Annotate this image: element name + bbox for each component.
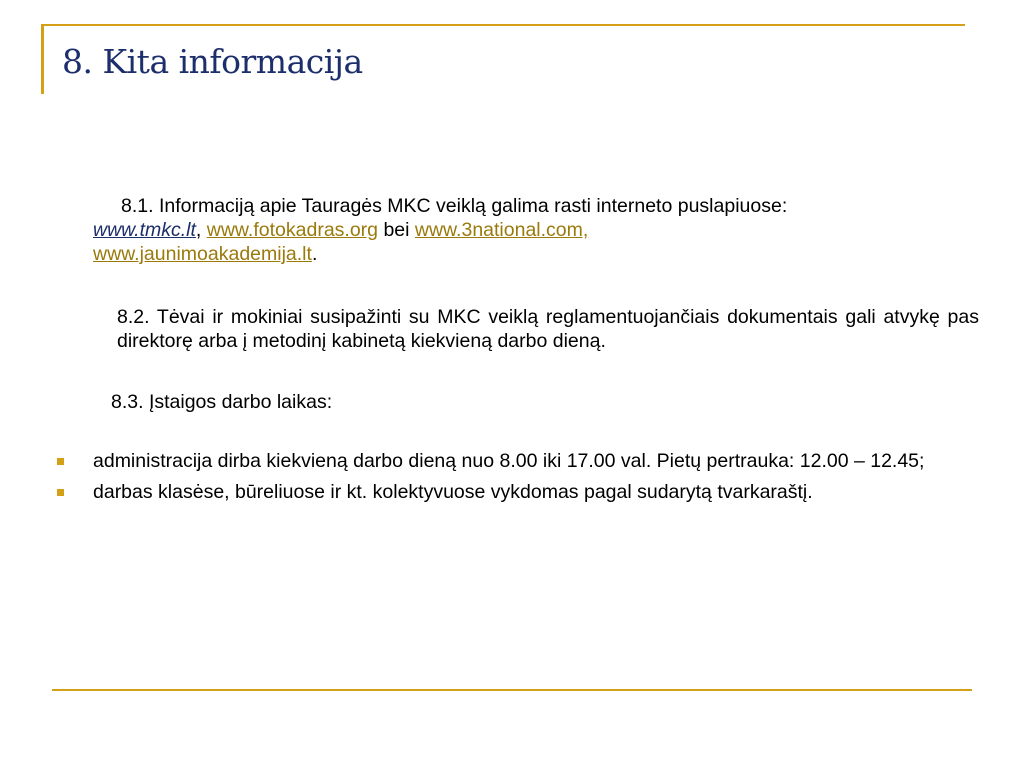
link-3national[interactable]: www.3national.com,: [414, 219, 589, 241]
paragraph-8-1-end: .: [311, 243, 318, 265]
square-bullet-icon: [57, 489, 64, 496]
paragraph-8-3: 8.3. Įstaigos darbo laikas:: [111, 391, 333, 413]
square-bullet-icon: [57, 458, 64, 465]
list-item-text: darbas klasėse, būreliuose ir kt. kolektyvuose vykdomas pagal sudarytą tvarkaraštį.: [93, 481, 813, 503]
paragraph-8-2-text: 8.2. Tėvai ir mokiniai susipažinti su MKC veiklą reglamentuojančiais dokumentais gali atvykę pas direktorę arba į metodinį kabinetą kiekvieną darbo dieną.: [117, 306, 979, 352]
list-item: [93, 480, 955, 504]
working-hours-list: [93, 449, 955, 511]
link-tmkc[interactable]: www.tmkc.lt: [93, 219, 196, 241]
footer-accent-line: [52, 689, 972, 691]
link-jaunimoakademija[interactable]: www.jaunimoakademija.lt: [93, 243, 312, 265]
title-accent-horizontal-line: [41, 24, 965, 26]
link-fotokadras[interactable]: www.fotokadras.org: [206, 219, 379, 241]
list-item: [93, 449, 955, 473]
paragraph-8-2: [93, 305, 979, 353]
slide-title: 8. Kita informacija: [62, 42, 363, 81]
title-accent-vertical-line: [41, 24, 44, 94]
link-separator: ,: [195, 219, 202, 241]
paragraph-8-1: [93, 194, 983, 266]
conjunction-text: bei: [383, 219, 410, 241]
paragraph-8-1-lead: 8.1. Informaciją apie Tauragės MKC veiklą galima rasti interneto puslapiuose:: [121, 195, 788, 217]
list-item-text: administracija dirba kiekvieną darbo dieną nuo 8.00 iki 17.00 val. Pietų pertrauka: 12.00 – 12.45;: [93, 450, 925, 472]
